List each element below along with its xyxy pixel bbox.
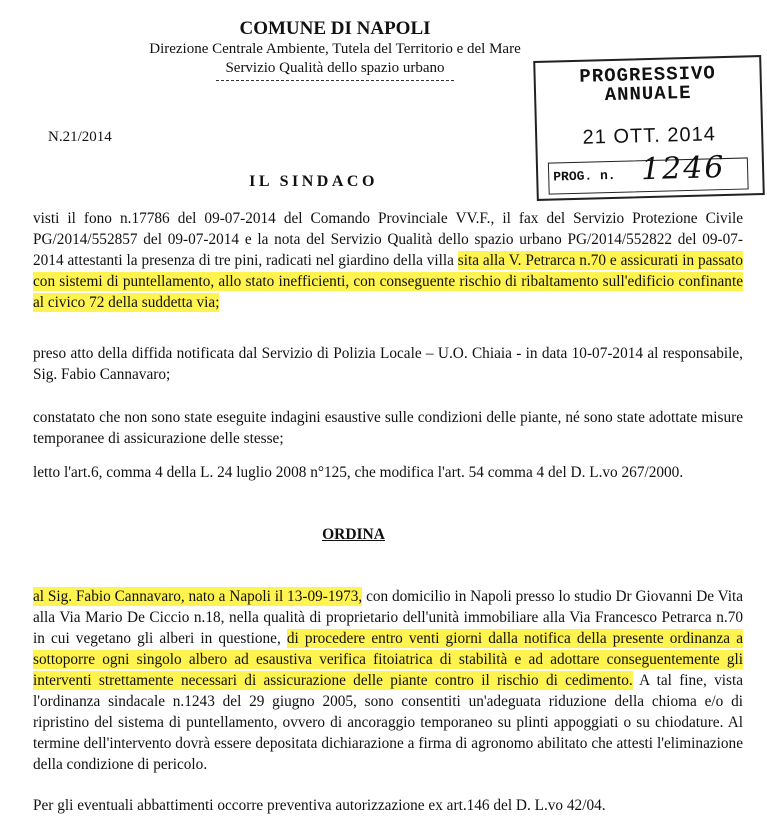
- paragraph-visti: [33, 208, 743, 313]
- paragraph-constatato: constatato che non sono state eseguite indagini esaustive sulle condizioni delle piante, né sono state adottate misure temporanee di assicurazione delle stesse;: [33, 409, 743, 447]
- stamp-prog-number: 1246: [640, 150, 726, 188]
- department-line: Direzione Centrale Ambiente, Tutela del Territorio e del Mare: [149, 41, 521, 57]
- paragraph-ordina: [33, 586, 743, 775]
- header-divider: [216, 80, 454, 81]
- highlighted-text: al Sig. Fabio Cannavaro, nato a Napoli il 13-09-1973,: [33, 588, 363, 605]
- paragraph-text: con domicilio in Napoli presso lo studio Dr Giovanni De Vita alla Via Mario De Ciccio n.18, nella qualità di proprietario dell'unità immobiliare alla Via Francesco Petrarca n.70 in cui vegetano gli alberi in questione,: [33, 588, 743, 647]
- paragraph-abbattimenti: Per gli eventuali abbattimenti occorre preventiva autorizzazione ex art.146 del D. L.vo 42/04.: [33, 797, 606, 814]
- stamp-title: [535, 63, 760, 107]
- paragraph-preso-atto: preso atto della diffida notificata dal Servizio di Polizia Locale – U.O. Chiaia - in data 10-07-2014 al responsabile, Sig. Fabio Cannavaro;: [33, 345, 743, 383]
- stamp-title-line2: ANNUALE: [604, 81, 692, 107]
- highlighted-text: di procedere entro venti giorni dalla notifica della presente ordinanza a sottoporre ogni singolo albero ad esaustiva verifica fitoiatrica di stabilità e ad adottare conseguentemente gli interventi strettamente necessari di assicurazione delle piante contro il rischio di cedimento.: [33, 630, 743, 689]
- stamp-title-line1: PROGRESSIVO: [579, 62, 717, 88]
- order-title: ORDINA: [322, 526, 385, 543]
- service-line: Servizio Qualità dello spazio urbano: [225, 60, 445, 76]
- document-number: N.21/2014: [48, 129, 112, 145]
- paragraph-text: A tal fine, vista l'ordinanza sindacale n.1243 del 29 giugno 2005, sono consentiti un'adeguata riduzione della chioma e/o di ripristino del sistema di puntellamento, ovvero di ancoraggio temporaneo su plinti appoggiati o su chiodature. Al termine dell'intervento dovrà essere depositata dichiarazione a firma di agronomo abilitato che attesti l'eliminazione della condizione di pericolo.: [33, 672, 743, 773]
- stamp-prog-label: PROG. n.: [553, 167, 616, 185]
- stamp-date: 21 OTT. 2014: [582, 123, 717, 149]
- decree-title: IL SINDACO: [249, 173, 378, 190]
- highlighted-text: sita alla V. Petrarca n.70 e assicurati in passato con sistemi di puntellamento, allo stato inefficienti, con conseguente rischio di ribaltamento sull'edificio confinante al civico 72 della suddetta via;: [33, 252, 743, 311]
- paragraph-text: visti il fono n.17786 del 09-07-2014 del Comando Provinciale VV.F., il fax del Servizio Protezione Civile PG/2014/552857 del 09-07-2014 e la nota del Servizio Qualità dello spazio urbano PG/2014/552822 del 09-07-2014 attestanti la presenza di tre pini, radicati nel giardino della villa: [33, 210, 743, 269]
- municipality-title: COMUNE DI NAPOLI: [239, 18, 431, 39]
- paragraph-letto: letto l'art.6, comma 4 della L. 24 luglio 2008 n°125, che modifica l'art. 54 comma 4 del D. L.vo 267/2000.: [33, 464, 684, 481]
